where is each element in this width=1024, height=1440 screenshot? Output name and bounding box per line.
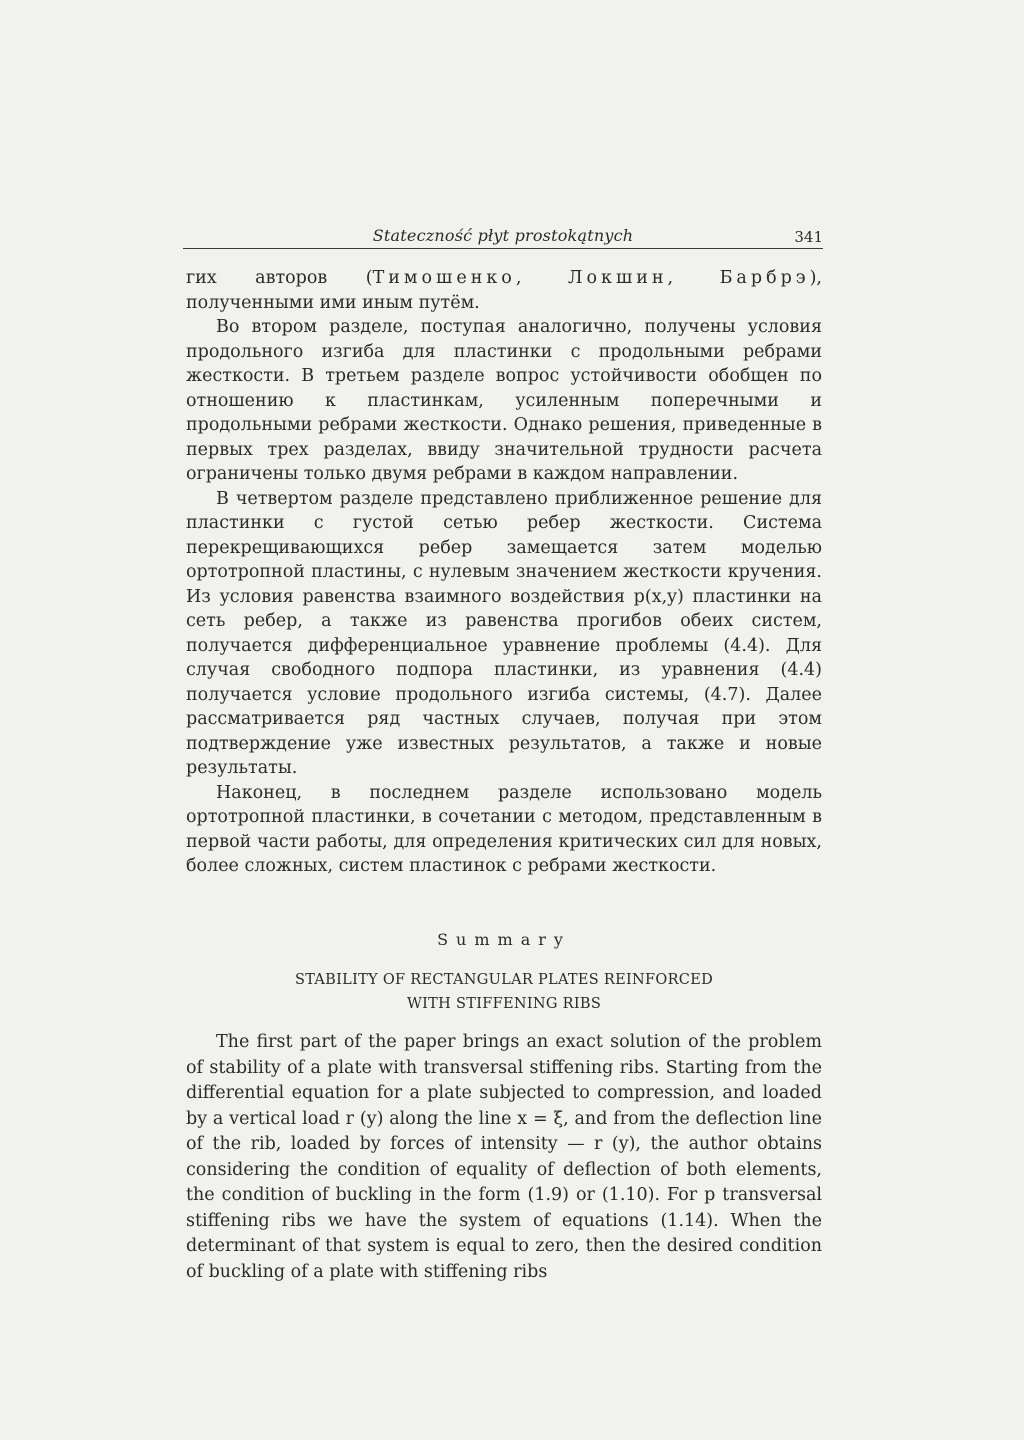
running-head [183,226,823,249]
paragraph [186,266,822,315]
summary-label: Summary [437,930,571,949]
summary-text [186,1030,822,1285]
text-run: ), полученными ими иным путём. [186,268,822,313]
summary-title [186,968,822,1016]
paragraph: The first part of the paper brings an exact solution of the problem of stability of a plate with transversal stiffening ribs. Starting from the differential equation for a plate subjected to compression, and loaded by a vertical load r (y) along the line x = ξ, and from the deflection line of the rib, loaded by forces of intensity — r (y), the author obtains considering the condition of equality of deflection of both elements, the condition of buckling in the form (1.9) or (1.10). For p transversal stiffening ribs we have the system of equations (1.14). When the determinant of that system is equal to zero, then the desired condition of buckling of a plate with stiffening ribs [186,1032,822,1282]
running-title: Stateczność płyt prostokątnych [372,226,634,245]
summary-title-line: STABILITY OF RECTANGULAR PLATES REINFORCED [294,972,714,988]
paragraph: Во втором разделе, поступая аналогично, получены условия продольного изгиба для пластинки с продольными ребрами жесткости. В третьем разделе вопрос устойчивости обобщен по отношению к пластинкам, усиленным поперечными и продольными ребрами жесткости. Однако решения, приведенные в первых трех разделах, ввиду значительной трудности расчета ограничены только двумя ребрами в каждом направлении. [186,317,822,484]
summary-title-line: WITH STIFFENING RIBS [406,996,602,1012]
author-names: Тимошенко, Локшин, Барбрэ [372,268,810,288]
page-number: 341 [794,228,823,246]
paragraph: В четвертом разделе представлено приближенное решение для пластинки с густой сетью ребер жесткости. Система перекрещивающихся ребер замещается затем моделью ортотропной пластины, с нулевым значением жесткости кручения. Из условия равенства взаимного воздействия p(x,y) пластинки на сеть ребер, а также из равенства прогибов обеих систем, получается дифференциальное уравнение проблемы (4.4). Для случая свободного подпора пластинки, из уравнения (4.4) получается условие продольного изгиба системы, (4.7). Далее рассматривается ряд частных случаев, получая при этом подтверждение уже известных результатов, а также и новые результаты. [186,488,822,778]
russian-text [186,266,822,879]
paragraph: Наконец, в последнем разделе использовано модель ортотропной пластинки, в сочетании с методом, представленным в первой части работы, для определения критических сил для новых, более сложных, систем пластинок с ребрами жесткости. [186,782,822,876]
text-run: гих авторов ( [186,268,373,288]
